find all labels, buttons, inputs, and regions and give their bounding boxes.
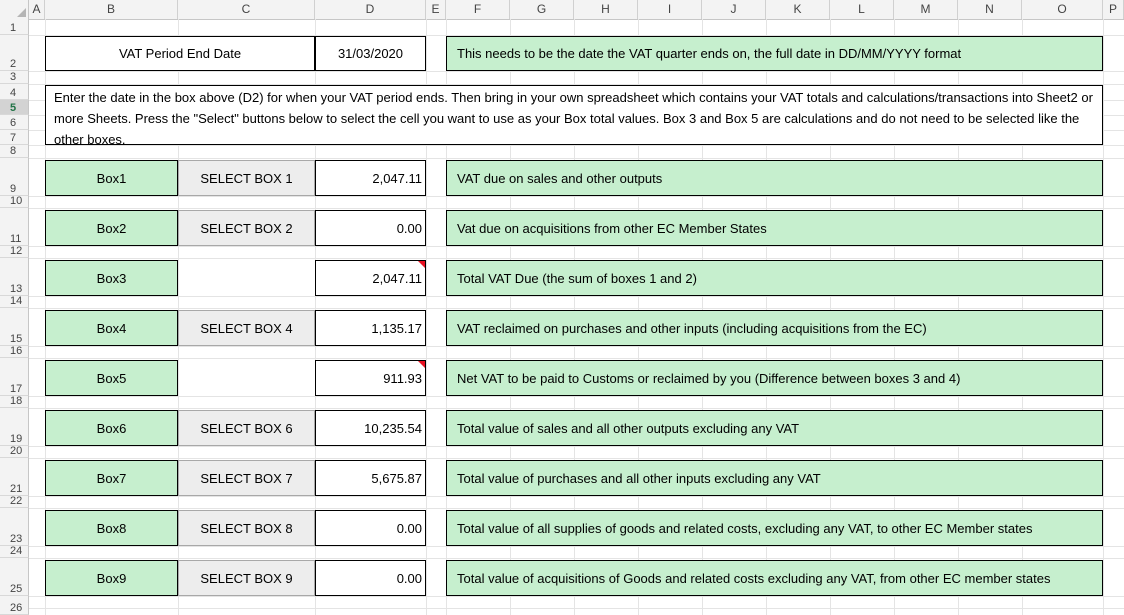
box-value: 5,675.87: [371, 470, 422, 486]
column-header[interactable]: B: [45, 0, 178, 19]
box-value: 10,235.54: [364, 420, 422, 436]
box-value-cell[interactable]: [315, 160, 426, 196]
box-description-cell[interactable]: [446, 260, 1103, 296]
comment-indicator-icon[interactable]: [418, 261, 425, 268]
box-description-cell[interactable]: [446, 510, 1103, 546]
row-header[interactable]: 1: [0, 19, 29, 35]
row-header[interactable]: 22: [0, 496, 29, 508]
column-header[interactable]: N: [958, 0, 1022, 19]
column-header[interactable]: M: [894, 0, 958, 19]
box-label-cell[interactable]: [45, 560, 178, 596]
instructions-cell[interactable]: [45, 85, 1103, 145]
box-label-cell[interactable]: [45, 460, 178, 496]
row-header[interactable]: 2: [0, 35, 29, 71]
box-label: Box5: [96, 370, 127, 386]
box-description-cell[interactable]: [446, 460, 1103, 496]
row-header-selected[interactable]: 5: [0, 100, 29, 115]
box-value: 1,135.17: [371, 320, 422, 336]
box-value-cell[interactable]: [315, 310, 426, 346]
box-label-cell[interactable]: [45, 510, 178, 546]
row-header[interactable]: 11: [0, 208, 29, 246]
select-all-icon: [17, 8, 26, 17]
column-header[interactable]: J: [702, 0, 766, 19]
column-header[interactable]: O: [1022, 0, 1103, 19]
row-header[interactable]: 9: [0, 158, 29, 196]
box-label: Box1: [96, 170, 127, 186]
box-value: 0.00: [396, 520, 422, 536]
box-value: 2,047.11: [372, 170, 422, 186]
box-description: Total value of sales and all other outputs excluding any VAT: [457, 420, 800, 436]
box-value-cell[interactable]: [315, 510, 426, 546]
box-label-cell[interactable]: [45, 410, 178, 446]
box-description: VAT due on sales and other outputs: [457, 170, 663, 186]
select-box-4-button[interactable]: SELECT BOX 4: [178, 310, 315, 346]
box-description: Total value of all supplies of goods and related costs, excluding any VAT, to other EC Member states: [457, 520, 1033, 536]
box-description: Total value of acquisitions of Goods and related costs excluding any VAT, from other EC member states: [457, 570, 1051, 586]
box-description-cell[interactable]: [446, 210, 1103, 246]
column-header[interactable]: F: [446, 0, 510, 19]
box-label-cell[interactable]: [45, 310, 178, 346]
row-header[interactable]: 15: [0, 308, 29, 346]
select-box-9-button[interactable]: SELECT BOX 9: [178, 560, 315, 596]
period-hint: This needs to be the date the VAT quarter ends on, the full date in DD/MM/YYYY format: [457, 46, 962, 61]
box-description: VAT reclaimed on purchases and other inputs (including acquisitions from the EC): [457, 320, 927, 336]
row-header[interactable]: 25: [0, 558, 29, 596]
row-header[interactable]: 26: [0, 596, 29, 615]
box-label: Box3: [96, 270, 127, 286]
box-value-cell[interactable]: [315, 260, 426, 296]
box-label-cell[interactable]: [45, 160, 178, 196]
select-box-8-button[interactable]: SELECT BOX 8: [178, 510, 315, 546]
column-header[interactable]: I: [638, 0, 702, 19]
column-header[interactable]: H: [574, 0, 638, 19]
box-description-cell[interactable]: [446, 160, 1103, 196]
period-date-value: 31/03/2020: [337, 46, 404, 61]
row-header[interactable]: 17: [0, 358, 29, 396]
box-label-cell[interactable]: [45, 360, 178, 396]
box-description: Total value of purchases and all other inputs excluding any VAT: [457, 470, 821, 486]
row-header[interactable]: 13: [0, 258, 29, 296]
column-header[interactable]: L: [830, 0, 894, 19]
row-header[interactable]: 16: [0, 346, 29, 358]
column-header[interactable]: D: [315, 0, 426, 19]
select-box-6-button[interactable]: SELECT BOX 6: [178, 410, 315, 446]
box-description: Vat due on acquisitions from other EC Member States: [457, 220, 767, 236]
instructions-text: Enter the date in the box above (D2) for when your VAT period ends. Then bring in your own spreadsheet which contains your VAT totals and calculations/transactions into Sheet2 or more Sheets. Press the "Select" buttons below to select the cell you want to use as your Box total values. Box 3 and Box 5 are calculations and do not need to be selected like the other boxes.: [54, 90, 1093, 147]
select-box-7-button[interactable]: SELECT BOX 7: [178, 460, 315, 496]
box-label-cell[interactable]: [45, 260, 178, 296]
box-description: Net VAT to be paid to Customs or reclaimed by you (Difference between boxes 3 and 4): [457, 370, 961, 386]
box-value-cell[interactable]: [315, 360, 426, 396]
period-label: VAT Period End Date: [118, 46, 242, 61]
period-label-cell[interactable]: [45, 36, 315, 71]
select-box-2-button[interactable]: SELECT BOX 2: [178, 210, 315, 246]
box-value-cell[interactable]: [315, 410, 426, 446]
column-header[interactable]: C: [178, 0, 315, 19]
box-label: Box9: [96, 570, 127, 586]
row-header[interactable]: 24: [0, 546, 29, 558]
box-label: Box7: [96, 470, 127, 486]
box-label: Box8: [96, 520, 127, 536]
box-label: Box6: [96, 420, 127, 436]
row-header[interactable]: 18: [0, 396, 29, 408]
comment-indicator-icon[interactable]: [418, 361, 425, 368]
box-value-cell[interactable]: [315, 210, 426, 246]
row-header[interactable]: 3: [0, 71, 29, 84]
box-description-cell[interactable]: [446, 360, 1103, 396]
select-all-corner[interactable]: [0, 0, 29, 19]
column-header-row: [0, 0, 1124, 20]
box-value-cell[interactable]: [315, 460, 426, 496]
row-header[interactable]: 4: [0, 84, 29, 100]
box-label: Box4: [96, 320, 127, 336]
box-value-cell[interactable]: [315, 560, 426, 596]
box-label-cell[interactable]: [45, 210, 178, 246]
column-header[interactable]: E: [426, 0, 446, 19]
row-header[interactable]: 10: [0, 196, 29, 208]
row-header[interactable]: 19: [0, 408, 29, 446]
row-header[interactable]: 8: [0, 145, 29, 158]
select-box-1-button[interactable]: SELECT BOX 1: [178, 160, 315, 196]
row-header[interactable]: 20: [0, 446, 29, 458]
row-header[interactable]: 12: [0, 246, 29, 258]
row-header[interactable]: 7: [0, 130, 29, 145]
column-header[interactable]: A: [29, 0, 45, 19]
row-header[interactable]: 14: [0, 296, 29, 308]
box-description-cell[interactable]: [446, 310, 1103, 346]
row-header[interactable]: 21: [0, 458, 29, 496]
box-value: 911.93: [383, 370, 422, 386]
box-value: 2,047.11: [372, 270, 422, 286]
column-header[interactable]: K: [766, 0, 830, 19]
row-header[interactable]: 6: [0, 115, 29, 130]
box-description-cell[interactable]: [446, 410, 1103, 446]
box-description: Total VAT Due (the sum of boxes 1 and 2): [457, 270, 697, 286]
box-value: 0.00: [396, 220, 422, 236]
period-hint-cell[interactable]: [446, 36, 1103, 71]
box-label: Box2: [96, 220, 127, 236]
box-description-cell[interactable]: [446, 560, 1103, 596]
period-date-cell[interactable]: [315, 36, 426, 71]
box-value: 0.00: [396, 570, 422, 586]
row-header[interactable]: 23: [0, 508, 29, 546]
column-header[interactable]: G: [510, 0, 574, 19]
column-header[interactable]: P: [1103, 0, 1124, 19]
